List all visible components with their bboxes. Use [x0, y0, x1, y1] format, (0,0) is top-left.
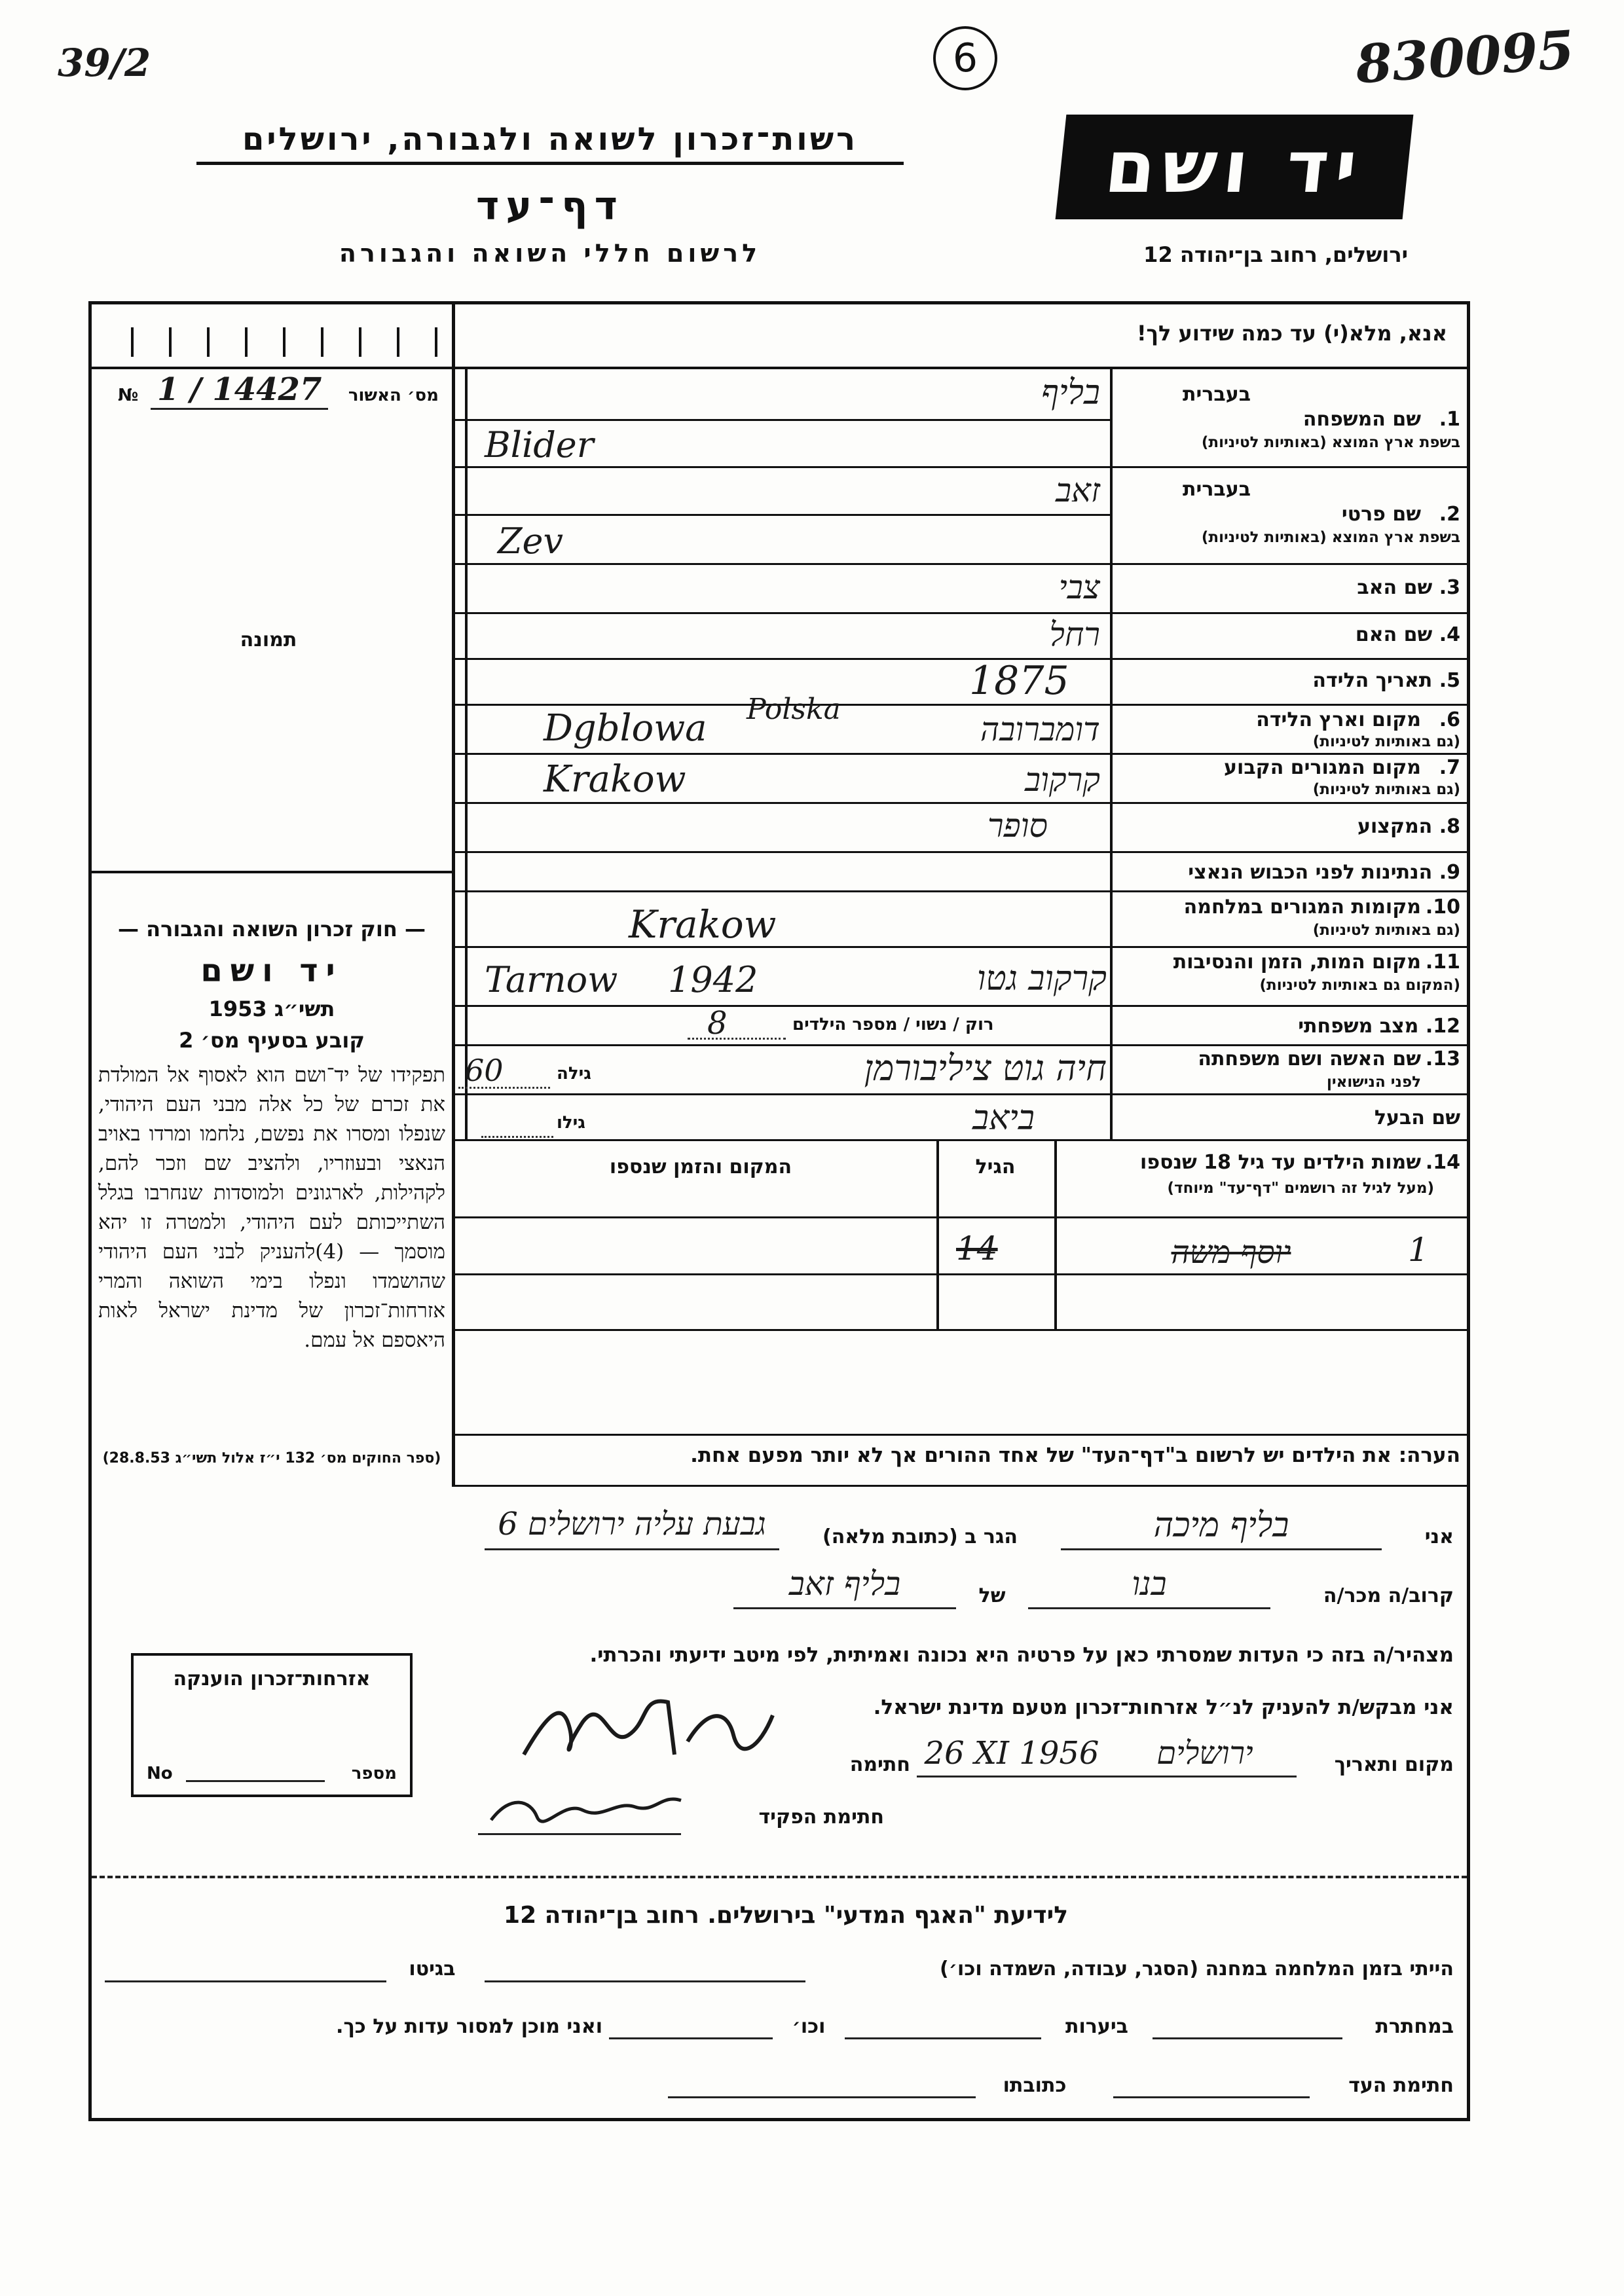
footer-etc-line: [609, 2037, 773, 2039]
decl-place-date-label: מקום ותאריך: [1334, 1753, 1454, 1776]
field-5-name: תאריך הלידה: [1312, 669, 1433, 692]
approval-no-mark: №: [118, 386, 139, 405]
field-13-name: שם האשה ושם משפחתה: [1198, 1048, 1421, 1070]
field-10-note: (גם באותיות לטיניות): [1312, 922, 1460, 939]
decl-i-name[interactable]: בליף מיכה: [1153, 1506, 1289, 1545]
field-top-border: [452, 367, 1470, 369]
field-1-name: שם המשפחה: [1302, 408, 1421, 431]
witness-signature: [511, 1683, 799, 1774]
decl-officer-line: [478, 1833, 681, 1835]
remark: הערה: את הילדים יש לרשום ב"דף־העד" של אחד ההורים אך לא יותר מפעם אחת.: [690, 1444, 1460, 1467]
field-2-label: [1120, 478, 1460, 556]
decl-place-date-line: [917, 1776, 1297, 1777]
field-2-value-latin[interactable]: Zev: [498, 520, 563, 562]
field-row-line: [452, 704, 1470, 706]
yad-vashem-logo: יד ושם: [1056, 115, 1414, 219]
decl-relation[interactable]: בנו: [1132, 1565, 1167, 1603]
children-count[interactable]: 8: [707, 1005, 728, 1042]
field-8-num: 8.: [1439, 815, 1460, 838]
field-10-label: [1120, 896, 1460, 945]
field-row-line: [452, 1093, 1470, 1095]
decl-address[interactable]: גבעת עליה ירושלים 6: [498, 1506, 766, 1542]
field-7-value-he[interactable]: קרקוב: [1025, 761, 1100, 799]
field-12-label: [1120, 1015, 1460, 1038]
remark-top-line: [452, 1434, 1470, 1436]
field-13-note: לפני הנישואין: [1327, 1074, 1421, 1091]
children-bottom-line: [452, 1329, 1470, 1331]
photo-top-border: [88, 367, 455, 369]
field-8-name: המקצוע: [1357, 815, 1433, 838]
field-9-name: הנתינות לפני הכבוש הנאצי: [1188, 861, 1433, 884]
footer-address-line: [668, 2096, 976, 2098]
field-7-label: [1120, 756, 1460, 799]
decl-i-line: [1061, 1548, 1382, 1550]
field-row-line: [452, 851, 1470, 853]
children-col-age-left: [936, 1139, 939, 1329]
field-5-value[interactable]: 1875: [969, 658, 1069, 704]
approval-number[interactable]: 14427 / 1: [151, 371, 328, 410]
field-1-note: בשפת ארץ המוצא (באותיות לטיניות): [1201, 434, 1460, 451]
corner-circled-number: [933, 26, 997, 90]
field-row-line: [452, 466, 1470, 468]
field-2-name: שם פרטי: [1341, 503, 1421, 526]
wife-name[interactable]: חיה גוט ציליבורמן: [864, 1048, 1107, 1089]
footer-witness-sig: חתימת העד: [1348, 2074, 1454, 2097]
footer-forests-line: [845, 2037, 1041, 2039]
field-8-label: [1120, 815, 1460, 838]
field-11-label: [1120, 951, 1460, 1003]
field-row-line: [452, 753, 1470, 755]
child-1-index[interactable]: 1: [1408, 1231, 1429, 1269]
husband-label: שם הבעל: [1374, 1106, 1460, 1129]
officer-signature: [478, 1781, 694, 1840]
decl-of-label: של: [978, 1584, 1006, 1607]
field-7-num: 7.: [1439, 756, 1460, 779]
footer-title: לידיעת "האגף המדעי" בירושלים. רחוב בן־יהודה 12: [504, 1902, 1068, 1929]
header-address: ירושלים, רחוב בן־יהודה 12: [1143, 242, 1408, 267]
citizenship-title: אזרחות־זכרון הוענקה: [173, 1667, 371, 1690]
field-10-name: מקומות המגורים במלחמה: [1183, 896, 1421, 919]
decl-relation-line: [1028, 1607, 1270, 1609]
field-9-label: [1120, 861, 1460, 884]
field-11-value-year[interactable]: 1942: [668, 959, 758, 1000]
children-row-line: [452, 1273, 1470, 1275]
field-6-value-he[interactable]: דומברובה: [980, 710, 1100, 748]
law-name: יד ושם: [200, 953, 343, 989]
header-title: דף־עד: [476, 183, 624, 229]
husband-age-line: [481, 1136, 553, 1138]
children-title: שמות הילדים עד גיל 18 שנספו: [1140, 1151, 1421, 1174]
approval-ticks: [131, 327, 445, 357]
form-instruction: אנא, מלא(י) עד כמה שידוע לך!: [1136, 321, 1447, 346]
field-1-num: 1.: [1439, 408, 1460, 431]
child-1-age[interactable]: 14: [956, 1230, 998, 1267]
field-10-value[interactable]: Krakow: [629, 902, 777, 947]
law-section: קובע בסעיף מס׳ 2: [179, 1028, 365, 1053]
header-authority: רשות־זכרון לשואה ולגבורה, ירושלים: [196, 121, 904, 165]
field-3-label: [1120, 576, 1460, 599]
children-col-age-right: [1054, 1139, 1057, 1329]
field-2-note: בשפת ארץ המוצא (באותיות לטיניות): [1201, 529, 1460, 546]
field-7-name: מקום המגורים הקבוע: [1224, 756, 1421, 779]
field-row-line: [452, 658, 1470, 660]
wife-age-line: [458, 1087, 550, 1089]
children-header: [1061, 1151, 1460, 1213]
children-count-line: [688, 1038, 786, 1040]
field-4-label: [1120, 623, 1460, 646]
decl-officer-label: חתימת הפקיד: [758, 1806, 884, 1829]
footer-forests: ביערות: [1065, 2015, 1128, 2038]
cut-line: [92, 1876, 1467, 1878]
field-11-num: 11.: [1425, 951, 1460, 974]
husband-age-label: גילו: [557, 1113, 585, 1133]
husband-name[interactable]: ביאב: [972, 1099, 1035, 1138]
field-2-num: 2.: [1439, 503, 1460, 526]
children-note: (מעל לגיל זה רושמים "דף־עד" מיוחד): [1167, 1180, 1434, 1197]
field-12-name: מצב משפחתי: [1298, 1015, 1419, 1038]
header-subtitle: לרשום חללי השואה והגבורה: [339, 239, 762, 268]
marital-options: רוק / נשוי / מספר הילדים: [792, 1015, 994, 1034]
field-10-num: 10.: [1425, 896, 1460, 919]
field-1-value-latin[interactable]: Blider: [485, 424, 594, 465]
field-row-line: [452, 514, 1110, 516]
decl-relation-label: קרוב/ה מכר/ה: [1323, 1584, 1454, 1607]
field-6-country[interactable]: Polska: [747, 693, 841, 726]
corner-ref-left: 39/2: [58, 41, 151, 85]
hebrew-label-1: בעברית: [1183, 383, 1251, 406]
footer-ghetto: בגיטו: [409, 1958, 456, 1980]
child-1-name[interactable]: יוסף משה: [1171, 1234, 1291, 1271]
circled-number-text: 6: [952, 35, 978, 81]
field-11-name: מקום המות, הזמן והנסיבות: [1173, 951, 1421, 974]
field-row-line: [452, 1005, 1470, 1007]
field-13-num: 13.: [1425, 1048, 1460, 1070]
field-3-num: 3.: [1439, 576, 1460, 599]
footer-ghetto-line: [105, 1980, 386, 1982]
decl-statement-2: אני מבקש/ת להעניק לנ״ל אזרחות־זכרון מטעם מדינת ישראל.: [873, 1696, 1454, 1719]
approval-row: [105, 371, 445, 416]
field-8-value[interactable]: סופר: [987, 807, 1048, 845]
decl-statement-1: מצהיר/ה בזה כי העדות שמסרתי כאן על פרטיה היא נכונה ואמיתית, לפי מיטב ידיעתי והכרתי.: [589, 1643, 1454, 1667]
field-3-value[interactable]: צבי: [1058, 568, 1100, 606]
footer-address: כתובתו: [1003, 2074, 1067, 2097]
field-7-note: (גם באותיות לטיניות): [1312, 781, 1460, 798]
field-5-num: 5.: [1439, 669, 1460, 692]
footer-underground: במחתרת: [1375, 2015, 1454, 2038]
approval-label: מס׳ האשור: [348, 386, 439, 405]
footer-underground-line: [1153, 2037, 1342, 2039]
children-place-header: המקום והזמן שנספו: [609, 1156, 792, 1178]
field-row-line: [452, 612, 1470, 614]
field-row-line: [452, 419, 1110, 421]
citizenship-box: [131, 1653, 413, 1797]
field-4-value[interactable]: רחל: [1049, 615, 1100, 653]
law-year: תשי״ג 1953: [208, 996, 335, 1021]
field-row-line: [452, 890, 1470, 892]
footer-line1: הייתי בזמן המלחמה במחנה (הסגר, עבודה, השמדה וכו׳): [940, 1958, 1454, 1980]
citizenship-no: No: [147, 1764, 173, 1783]
decl-resident-label: הגר ב (כתובת מלאה): [822, 1525, 1018, 1548]
field-2-value-he[interactable]: זאב: [1055, 471, 1100, 509]
wife-age-label: גילה: [557, 1064, 591, 1084]
decl-address-line: [485, 1548, 779, 1550]
field-11-value-he[interactable]: קרקוב גטו: [977, 959, 1107, 998]
decl-signature-label: חתימה: [849, 1753, 910, 1776]
corner-ref-right: 830095: [1354, 18, 1576, 96]
field-row-line: [452, 563, 1470, 565]
decl-place[interactable]: ירושלים: [1156, 1735, 1253, 1772]
decl-of-line: [733, 1607, 956, 1609]
children-header-line: [452, 1216, 1470, 1218]
field-7-value-latin[interactable]: Krakow: [544, 758, 686, 801]
decl-of-name[interactable]: בליף זאב: [788, 1565, 901, 1603]
field-row-line: [452, 1139, 1470, 1141]
footer-camp-line: [485, 1980, 805, 1982]
footer-witness-sig-line: [1113, 2096, 1310, 2098]
law-text: תפקידו של יד־ושם הוא לאסוף אל המולדת את זכרם של כל אלה מבני העם היהודי, שנפלו ומסרו את נפשם, נלחמו ומרדו באויב הנאצי ובעוזריו, ולהציב שם וזכר להם, לקהילות, לארגונים ולמוסדות שנחרבו בגלל השתייכותם לעם היהודי, ולמטרה זו יהא מוסמך — (4)להעניק לבני העם היהודי שהושמדו ונפלו בימי השואה והמרי אזרחות־זכרון של מדינת ישראל לאות היאספם אל עמם.: [98, 1063, 445, 1352]
field-5-label: [1120, 669, 1460, 692]
footer-ready: ואני מוכן למסור עדות על כך.: [336, 2015, 602, 2038]
field-11-note: (המקום גם באותיות לטיניות): [1259, 977, 1460, 994]
field-6-name: מקום וארץ הלידה: [1256, 708, 1421, 731]
remark-bottom-line: [452, 1485, 1470, 1487]
field-1-label: [1120, 383, 1460, 462]
law-top-border: [88, 871, 455, 873]
footer-etc: וכו׳: [792, 2015, 826, 2038]
field-6-value-latin[interactable]: Dgblowa: [544, 707, 707, 750]
citizenship-number-line: [186, 1780, 325, 1782]
field-3-name: שם האב: [1357, 576, 1433, 599]
field-6-label: [1120, 708, 1460, 751]
field-row-line: [452, 946, 1470, 948]
field-1-value-he[interactable]: בליף: [1041, 373, 1100, 412]
law-ref: (ספר החוקים מס׳ 132 י״ז אלול תשי״ג 28.8.53): [102, 1450, 441, 1467]
left-column-divider: [452, 301, 455, 1486]
photo-label: תמונה: [240, 629, 297, 651]
decl-date[interactable]: 26 XI 1956: [924, 1735, 1099, 1772]
decl-i-label: אני: [1424, 1525, 1454, 1548]
field-4-name: שם האם: [1355, 623, 1433, 646]
field-6-num: 6.: [1439, 708, 1460, 731]
law-title: — חוק זכרון השואה והגבורה —: [118, 917, 426, 941]
hebrew-label-2: בעברית: [1183, 478, 1251, 501]
children-age-header: הגיל: [975, 1156, 1016, 1178]
citizenship-number-label: מספר: [351, 1764, 397, 1783]
field-row-line: [452, 1044, 1470, 1046]
field-row-line: [452, 802, 1470, 804]
wife-age[interactable]: 60: [465, 1053, 504, 1088]
field-11-value-latin[interactable]: Tarnow: [485, 959, 618, 1000]
field-13-label: [1120, 1048, 1460, 1093]
field-9-num: 9.: [1439, 861, 1460, 884]
field-4-num: 4.: [1439, 623, 1460, 646]
field-6-note: (גם באותיות לטיניות): [1312, 733, 1460, 750]
children-num: 14.: [1425, 1151, 1460, 1174]
field-12-num: 12.: [1425, 1015, 1460, 1038]
